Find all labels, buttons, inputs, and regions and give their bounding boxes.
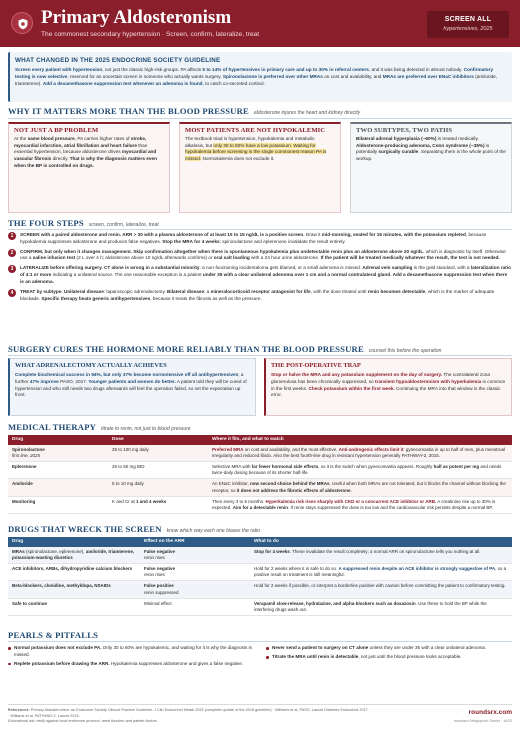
text-span: Selective MRA with <box>212 464 252 470</box>
text-span: Aldosterone-producing adenoma, Conn syndrome (~35%) <box>356 142 485 148</box>
text-span: Verapamil slow-release, hydralazine, and alpha-blockers such as doxazosin <box>254 600 416 606</box>
text-span: MRAs are preferred over ENaC inhibitors <box>382 73 474 79</box>
text-span: . Separating them is the whole point of the workup. <box>356 149 506 161</box>
box-title: WHAT ADRENALECTOMY ACTUALLY ACHIEVES <box>15 362 167 369</box>
text-span: , because it treats the fibrosis as well as the pressure. <box>150 295 262 301</box>
text-span: than essential hypertension, because aldosterone drives <box>14 142 148 155</box>
guideline-changes-text <box>15 67 506 87</box>
text-span: . If renin stays suppressed the dose is too low and the cardiovascular risk persists despite a normal BP. <box>288 505 494 511</box>
text-span: That is why the diagnosis matters even when the BP is controlled on drugs. <box>14 155 157 168</box>
drug-cell <box>8 462 108 479</box>
text-span: mid-morning, seated for 15 minutes, with the potassium repleted <box>321 232 466 237</box>
table-row <box>8 462 512 479</box>
text-span: . Useful when both MRAs are not tolerated, but it blocks the channel without blocking the receptor, so <box>212 481 506 493</box>
site-link[interactable]: roundsrx.com <box>468 709 512 716</box>
text-span: Continuing the MRA into that window is the classic error. <box>271 385 501 398</box>
text-span: Safe to continue <box>12 600 48 606</box>
header-banner <box>0 0 520 47</box>
text-span: myocardial and vascular fibrosis <box>14 149 157 161</box>
text-span: Never send a patient to surgery on CT alone <box>272 645 369 650</box>
text-span: , with the dose titrated until <box>310 288 368 294</box>
card-body <box>356 136 506 162</box>
text-span: CONFIRM, but only when it changes management. <box>20 248 134 254</box>
text-span: Check potassium within the first week. <box>308 385 395 391</box>
drug-cell <box>8 598 140 615</box>
drug-name: Amiloride <box>12 481 33 487</box>
guideline-changes-box <box>8 52 512 102</box>
list-item <box>266 654 512 661</box>
box-title: THE POST-OPERATIVE TRAP <box>271 362 361 369</box>
text-span: is the gold standard, with a <box>412 265 471 271</box>
dose-cell: 5 to 10 mg daily <box>108 479 208 496</box>
drug-name: Monitoring <box>12 498 36 504</box>
text-span: An ENaC inhibitor, <box>212 481 251 487</box>
highlight: only 30 to 50% have a low potassium. Waiting for hypokalemia before screening is the single commonest reason PA is missed. <box>185 142 327 161</box>
section-title: SURGERY CURES THE HORMONE MORE RELIABLY THAN THE BLOOD PRESSURE <box>8 344 364 354</box>
text-span: Adrenal vein sampling <box>362 265 413 271</box>
drug-name: Eplerenone <box>12 464 37 470</box>
text-span: same blood pressure <box>27 136 75 142</box>
footer-brand <box>454 709 512 724</box>
text-span: 5 to 14% of hypertensives in primary care and up to 30% in referral centers <box>202 67 369 73</box>
step-number: 2 <box>8 249 16 257</box>
effect-label: False positive <box>144 583 174 589</box>
badge-subtitle: hypertensives, 2025 <box>443 26 493 33</box>
text-span: , not just until the blood pressure looks acceptable. <box>358 654 462 660</box>
text-span: , and it was being detected in almost nobody. <box>368 67 464 73</box>
drug-cell <box>8 479 108 496</box>
text-span: Titrate the MRA until renin is detectable <box>272 654 359 660</box>
section-title: WHY IT MATTERS MORE THAN THE BLOOD PRESSURE <box>8 106 249 116</box>
text-span: Confirmatory testing is now selective <box>15 67 494 79</box>
text-span: : laparoscopic adrenalectomy. <box>103 288 168 294</box>
section-note: counsel this before the operation <box>368 348 442 354</box>
step-screen <box>8 232 512 245</box>
text-span: on cost and availability, and <box>322 73 383 79</box>
effect-detail: renin suppressed <box>144 589 179 595</box>
drug-cell <box>8 496 108 513</box>
section-title: PEARLS & PITFALLS <box>8 630 99 640</box>
text-span: now second choice behind the MRAs <box>250 481 330 487</box>
drug-cell <box>8 581 140 598</box>
action-cell <box>250 598 512 615</box>
text-span: LATERALIZE before offering surgery. <box>20 265 104 271</box>
text-span: is common in the first weeks. <box>271 379 506 391</box>
drugs-heading <box>8 524 260 535</box>
text-span: , reserved for an uncertain screen in someone who actually wants surgery. <box>67 73 223 79</box>
step-number: 1 <box>8 232 16 240</box>
card-title: NOT JUST A BP PROBLEM <box>14 127 99 134</box>
text-span: ACE inhibitors, ARBs, dihydropyridine calcium blockers <box>12 566 133 572</box>
box-body <box>15 372 250 399</box>
table-row <box>8 564 512 581</box>
text-span: 1 and 4 weeks <box>136 498 167 504</box>
effect-detail: renin rises <box>144 572 165 578</box>
text-span: indicating a unilateral source. The one reasonable exception is a patient <box>51 272 203 278</box>
text-span: SCREEN with a paired aldosterone and renin. ARR > 30 with a plasma aldosterone of at least 10 to 15 ng/dL is a positive screen. <box>20 232 305 237</box>
text-span: Complete biochemical success in 94%, but only 37% become normotensive off all antihypertensives <box>15 372 239 378</box>
divider <box>8 118 512 119</box>
effect-cell <box>140 547 250 564</box>
text-span: it does not address the fibrotic effects of aldosterone <box>236 487 351 493</box>
effect-label: False negative <box>144 566 176 572</box>
text-span: Hyperkalemia risk rises sharply with CKD or a concurrent ACE inhibitor or ARB. <box>265 498 437 504</box>
drug-cell <box>8 445 108 462</box>
text-span: surgically curable <box>378 149 419 155</box>
section-note: screen, confirm, lateralize, treat <box>88 222 159 228</box>
text-span: renin becomes detectable <box>367 288 426 294</box>
logo <box>11 12 33 34</box>
medical-therapy-table <box>8 435 512 514</box>
text-span: . <box>350 487 352 493</box>
text-span: , not just the classic high-risk groups. PA affects <box>102 67 203 73</box>
text-span: : gynecomastia in up to half of men, plus menstrual irregularity and reduced libido. Also the best fourth-line drug in resistant hypertension generally PATHWAY-2, 2015. <box>212 446 505 458</box>
dose-cell <box>108 496 208 513</box>
text-span: half as potent per mg <box>433 464 480 470</box>
step-lateralize <box>8 265 512 285</box>
divider <box>8 229 512 230</box>
text-span: amiloride, triamterene, potassium-wasting diuretics <box>12 548 135 560</box>
text-span: , so a positive result on treatment is still meaningful. <box>254 566 507 578</box>
text-span: transient hypoaldosteronism with hyperkalemia <box>374 379 482 385</box>
text-span: Specific therapy beats generic antihypertensives <box>41 295 151 301</box>
text-span: (amiloride, triamterene). <box>15 73 498 86</box>
post-op-trap-box <box>264 358 512 416</box>
action-cell <box>250 547 512 564</box>
text-span: Stop the MRA for 4 weeks <box>162 238 220 244</box>
text-span: At the <box>14 136 28 142</box>
text-span: Normokalemia does not exclude it. <box>201 155 275 161</box>
section-title: MEDICAL THERAPY <box>8 422 97 432</box>
drug-note: first line, 2025 <box>12 452 41 458</box>
page-subtitle: The commonest secondary hypertension · Screen, confirm, lateralize, treat <box>41 31 260 38</box>
text-span: Unilateral disease <box>63 288 104 294</box>
divider <box>8 641 512 642</box>
text-span: . These invalidate the result completely; a normal ARR on spironolactone tells you nothing at all. <box>289 548 481 554</box>
card-not-hypokalemic <box>179 122 341 213</box>
column-header: Where it fits, and what to watch <box>208 435 512 445</box>
text-span: Spironolactone is preferred over other MRAs <box>222 73 323 79</box>
text-span: Draw it <box>304 232 322 237</box>
page-title: Primary Aldosteronism <box>41 7 232 28</box>
table-header-row <box>8 537 512 547</box>
text-span: and needs twice-daily dosing because of its shorter half-life. <box>212 464 502 476</box>
action-cell <box>250 564 512 581</box>
notes-cell <box>208 479 512 496</box>
table-row <box>8 598 512 615</box>
column-header: Drug <box>8 537 140 547</box>
adrenalectomy-outcomes-box <box>8 358 256 416</box>
text-span: Stop for 4 weeks <box>254 548 290 554</box>
footer <box>8 704 512 725</box>
text-span: PASO, 2017. <box>58 379 89 385</box>
action-cell: Hold for 2 weeks if possible, or interpret a borderline positive with caution before committing the patient to confirmatory testing. <box>250 581 512 598</box>
text-span: Replete potassium before drawing the ARR. <box>14 660 110 666</box>
notes-cell <box>208 445 512 462</box>
step-number: 3 <box>8 265 16 273</box>
step-confirm <box>8 249 512 262</box>
list-item <box>266 645 512 652</box>
card-two-subtypes <box>350 122 512 213</box>
section-note: know which way each one biases the ratio <box>166 528 260 534</box>
text-span: Add a dexamethasone suppression test whenever an adenoma is found <box>42 80 203 86</box>
text-span: Beta-blockers, clonidine, methyldopa, NSAIDs <box>12 583 111 589</box>
effect-cell <box>140 564 250 581</box>
effect-label: False negative <box>144 548 176 554</box>
text-span: K and Cr at <box>112 498 137 504</box>
text-span: is treated medically. <box>436 136 479 142</box>
column-header: What to do <box>250 537 512 547</box>
list-item <box>8 661 254 668</box>
text-span: A creatinine rise up to 30% is expected. <box>212 498 496 511</box>
text-span: , PA carries higher rates of <box>74 136 131 142</box>
card-body <box>14 136 164 169</box>
text-span: Primary Aldosteronism: an Endocrine Society Clinical Practice Guideline. J Clin Endocrinol Metab 2025 (complete update of the 2016 guideline) · Williams et al, PASO, Lancet Diabetes Endocrinol 2017 · Williams et al, PATHWAY-2, Lancet 2015. <box>8 708 368 718</box>
text-span: on cost and availability, and the most effective. <box>243 446 339 452</box>
text-span: unless they are under 35 with a clear unilateral adenoma. <box>368 645 487 650</box>
text-span: CT alone is wrong in a substantial minority <box>103 265 200 271</box>
table-row <box>8 547 512 564</box>
shield-icon <box>17 18 29 30</box>
text-span: ; spironolactone and eplerenone invalidate the result entirely. <box>219 238 346 244</box>
step-number: 4 <box>8 289 16 297</box>
text-span: The contralateral zona glomerulosa has been chronically suppressed, so <box>271 372 490 385</box>
table-row <box>8 581 512 598</box>
references <box>8 708 368 725</box>
text-span: Younger patients and women do better. <box>88 379 176 385</box>
card-title: MOST PATIENTS ARE NOT HYPOKALEMIC <box>185 127 326 134</box>
text-span: , so it is the switch when gynecomastia appears. Roughly <box>318 464 434 470</box>
text-span: Bilateral adrenal hyperplasia (~60%) <box>356 136 437 142</box>
column-header: Effect on the ARR <box>140 537 250 547</box>
table-row <box>8 496 512 513</box>
text-span: (2 L over 4 h; aldosterone above 10 ng/dL afterwards confirms) or <box>75 255 214 261</box>
series-label: roundsrx Infographic Series · #153 <box>453 718 512 723</box>
text-span: with a 24 hour urine aldosterone. <box>249 255 321 261</box>
disclaimer: Educational aid; verify against local endocrine protocol, renal function and patient factors. <box>8 719 158 723</box>
text-span: If the patient will be treated medically whatever the result, the test is not needed. <box>320 255 500 261</box>
text-span: MRAs <box>12 548 25 554</box>
text-span: The textbook triad is hypertension, hypokalemia and metabolic alkalosis, but <box>185 136 315 148</box>
table-row <box>8 445 512 462</box>
text-span: References: <box>8 708 30 712</box>
table-header-row <box>8 435 512 445</box>
text-span: directly. <box>51 155 70 161</box>
effect-cell: Minimal effect <box>140 598 250 615</box>
medical-therapy-heading <box>8 422 191 433</box>
text-span: stroke, myocardial infarction, atrial fibrillation and heart failure <box>14 136 147 148</box>
text-span: A suppressed renin despite an ACE inhibitor is strongly suggestive of PA <box>338 566 496 572</box>
text-span: ; a further <box>15 372 244 385</box>
four-steps-heading <box>8 218 159 229</box>
why-heading <box>8 106 360 117</box>
effect-cell <box>140 581 250 598</box>
text-span: , which is diagnostic by itself. Otherwise use a <box>20 248 506 261</box>
drug-cell <box>8 564 140 581</box>
guideline-changes-title: WHAT CHANGED IN THE 2025 ENDOCRINE SOCIETY GUIDELINE <box>15 57 221 64</box>
drug-name: Spironolactone <box>12 446 45 452</box>
text-span: . Use these to hold the BP while the interfering drugs wash out. <box>254 600 487 613</box>
column-header: Dose <box>108 435 208 445</box>
text-span: Hold for 2 weeks where it is safe to do so. <box>254 566 339 572</box>
text-span: oral salt loading <box>213 255 250 261</box>
text-span: 47% improve <box>29 379 59 385</box>
card-not-just-bp <box>8 122 170 213</box>
divider <box>8 355 512 356</box>
text-span: : a non-functioning incidentaloma gets blamed, or a small adenoma is missed. <box>199 265 363 271</box>
text-span: Aim for a detectable renin <box>232 505 289 511</box>
text-span: Hypokalemia suppresses aldosterone and gives a false negative. <box>109 660 244 666</box>
dose-cell: 25 to 100 mg daily <box>108 445 208 462</box>
pearls-heading <box>8 630 98 641</box>
badge-title: SCREEN ALL <box>444 16 492 23</box>
drug-cell <box>8 547 140 564</box>
text-span: Then every 3 to 6 months. <box>212 498 266 504</box>
dose-cell: 25 to 50 mg BID <box>108 462 208 479</box>
list-item <box>8 645 254 658</box>
text-span: Anti-androgenic effects limit it <box>338 446 404 452</box>
interfering-drugs-table <box>8 537 512 616</box>
text-span: , to catch co-secreted cortisol. <box>202 80 265 86</box>
pearls-column-left <box>8 645 254 670</box>
notes-cell <box>208 496 512 513</box>
text-span: A patient told they will be cured of hypertension and who still needs two drugs afterwards will feel the operation failed, so set the expectation up front. <box>15 379 247 398</box>
text-span: lateralization ratio of 4:1 or more <box>20 265 511 278</box>
text-span: Preferred MRA <box>212 446 244 452</box>
text-span: Screen every patient with hypertension <box>15 67 103 73</box>
text-span: . Add a dexamethasone suppression test when there is an adenoma. <box>20 272 508 284</box>
text-span: Bilateral disease <box>167 288 205 294</box>
text-span: Normal potassium does not exclude PA. <box>14 645 102 650</box>
step-treat <box>8 289 512 302</box>
text-span: , because hypokalemia suppresses aldosterone and produces false negatives. <box>20 232 487 244</box>
text-span: Only 30 to 50% are hypokalemic, and waiting for it is why the diagnosis is missed. <box>14 645 252 657</box>
text-span: saline infusion test <box>32 255 76 261</box>
text-span: under 35 with a clear unilateral adenoma over 1 cm and a normal contralateral gland <box>202 272 391 278</box>
effect-detail: renin rises <box>144 554 165 560</box>
text-span: , which is the marker of adequate blockade. <box>20 288 495 301</box>
text-span: far fewer hormonal side effects <box>251 464 319 470</box>
section-note: titrate to renin, not just to blood pressure <box>101 426 191 432</box>
surgery-heading <box>8 344 441 355</box>
text-span: is potentially <box>356 142 490 155</box>
section-title: DRUGS THAT WRECK THE SCREEN <box>8 524 162 534</box>
text-span: Skip confirmation altogether when there is spontaneous hypokalemia plus undetectable renin plus an aldosterone above 20 ng/dL <box>133 248 424 254</box>
text-span: TREAT by subtype. <box>20 288 64 294</box>
table-row <box>8 479 512 496</box>
card-title: TWO SUBTYPES, TWO PATHS <box>356 127 453 134</box>
section-note: aldosterone injures the heart and kidney directly <box>253 110 361 116</box>
card-body <box>185 136 335 162</box>
box-body <box>271 372 506 399</box>
text-span: Stop or halve the MRA and any potassium supplement on the day of surgery. <box>271 372 443 378</box>
section-title: THE FOUR STEPS <box>8 218 84 228</box>
notes-cell <box>208 462 512 479</box>
text-span: mineralocorticoid receptor antagonist for life <box>210 288 311 294</box>
text-span: (spironolactone, eplerenone), <box>24 548 86 554</box>
pearls-column-right <box>266 645 512 663</box>
steps-list <box>8 232 512 306</box>
column-header: Drug <box>8 435 108 445</box>
screen-all-badge <box>427 11 509 38</box>
text-span: : a <box>204 288 211 294</box>
